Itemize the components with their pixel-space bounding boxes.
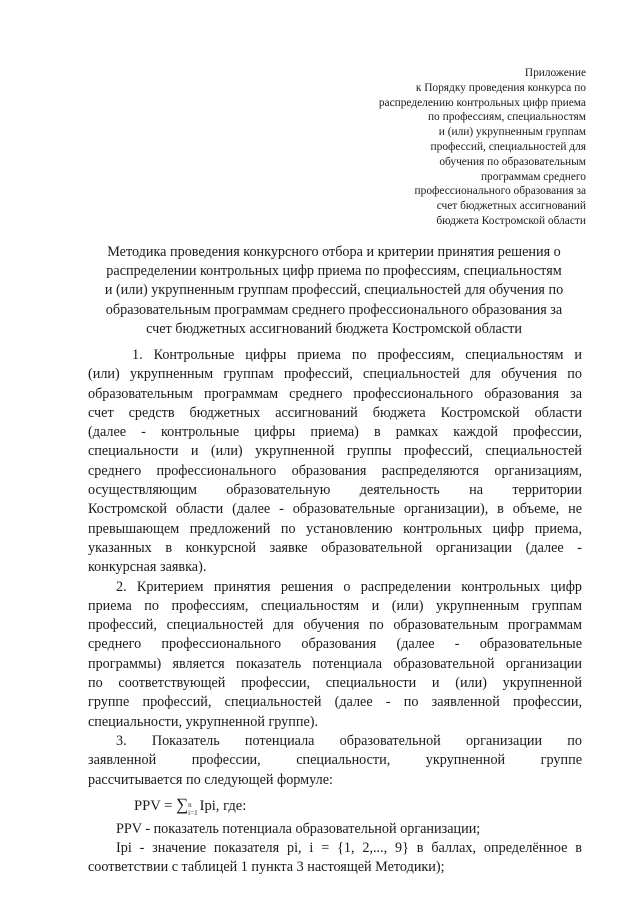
- definitions: [88, 820, 582, 878]
- appendix-line: обучения по образовательным: [439, 155, 586, 168]
- definition-line: PPV - показатель потенциала образовательной организации;: [116, 820, 481, 837]
- paragraph-line: специальности и (или) укрупненной группы профессий, специальностей: [88, 443, 582, 460]
- paragraph-line: осуществляющим образовательную деятельность на территории: [88, 482, 582, 499]
- title-line: распределении контрольных цифр приема по профессиям, специальностям: [106, 263, 562, 280]
- title-line: Методика проведения конкурсного отбора и критерии принятия решения о: [107, 244, 561, 260]
- paragraph-line: образовательным программам среднего профессионального образования за: [88, 385, 582, 402]
- appendix-line: Приложение: [524, 67, 586, 79]
- paragraph-line: среднего профессионального образования распределяются организациям,: [88, 462, 582, 479]
- formula-tail: , где:: [215, 797, 247, 814]
- appendix-line: к Порядку проведения конкурса по: [415, 81, 586, 94]
- paragraph-line: заявленной профессии, специальности, укрупненной группе: [88, 752, 582, 769]
- paragraph-line: указанных в конкурсной заявке образовательной организации (далее -: [88, 539, 582, 556]
- formula-term: Ipi: [199, 797, 216, 814]
- appendix-line: профессионального образования за: [414, 185, 586, 198]
- formula: [88, 790, 582, 820]
- appendix-line: счет бюджетных ассигнований: [436, 200, 586, 213]
- paragraph-line: превышающем предложений по установлению контрольных цифр приема,: [88, 520, 582, 537]
- title-line: и (или) укрупненным группам профессий, специальностей для обучения по: [104, 282, 564, 299]
- paragraph-line: специальности, укрупненной группе).: [88, 713, 319, 730]
- paragraph-line: (далее - контрольные цифры приема) в рамках каждой профессии,: [88, 424, 582, 441]
- paragraph-line: профессий, специальностей для обучения по образовательным программам: [88, 617, 582, 634]
- sum-lower-limit: i=1: [188, 808, 198, 817]
- paragraph-line: счет средств бюджетных ассигнований бюджета Костромской области: [88, 404, 582, 421]
- appendix-line: профессий, специальностей для: [430, 140, 586, 153]
- appendix-line: и (или) укрупненным группам: [438, 126, 586, 139]
- paragraph-line: приема по профессиям, специальностям и (или) укрупненным группам: [88, 597, 582, 614]
- sum-upper-limit: n: [188, 800, 192, 809]
- sum-limits: [188, 801, 197, 817]
- paragraph-line: 2. Критерием принятия решения о распределении контрольных цифр: [116, 578, 582, 595]
- document-title: [86, 243, 582, 339]
- paragraph-line: 1. Контрольные цифры приема по профессиям, специальностям и: [132, 347, 582, 363]
- paragraph-1: [88, 346, 582, 578]
- definition-line: Ipi - значение показателя pi, i = {1, 2,..., 9} в баллах, определённое в: [116, 840, 582, 857]
- sum-symbol: ∑: [176, 794, 189, 814]
- title-line: счет бюджетных ассигнований бюджета Костромской области: [146, 320, 522, 337]
- paragraph-3: [88, 732, 582, 790]
- paragraph-line: 3. Показатель потенциала образовательной организации по: [116, 732, 582, 749]
- appendix-header: [326, 66, 586, 229]
- paragraph-line: программы) является показатель потенциала образовательной организации: [88, 655, 582, 672]
- appendix-line: по профессиям, специальностям: [427, 111, 586, 124]
- appendix-line: распределению контрольных цифр приема: [378, 96, 586, 109]
- appendix-line: программам среднего: [480, 170, 586, 183]
- paragraph-line: конкурсная заявка).: [88, 559, 207, 576]
- paragraph-line: Костромской области (далее - образовательные организации), в объеме, не: [88, 501, 582, 518]
- paragraph-line: группе профессий, специальностей (далее - по заявленной профессии,: [88, 694, 582, 711]
- document-body: [88, 346, 582, 878]
- formula-lhs: PPV =: [134, 797, 177, 814]
- paragraph-line: (или) укрупненным группам профессий, специальностей для обучения по: [88, 366, 582, 383]
- paragraph-2: [88, 578, 582, 732]
- paragraph-line: рассчитывается по следующей формуле:: [88, 771, 333, 788]
- definition-line: соответствии с таблицей 1 пункта 3 настоящей Методики);: [88, 859, 445, 876]
- paragraph-line: по соответствующей профессии, специальности и (или) укрупненной: [88, 675, 582, 692]
- appendix-line: бюджета Костромской области: [436, 214, 586, 227]
- title-line: образовательным программам среднего профессионального образования за: [105, 301, 563, 318]
- paragraph-line: среднего профессионального образования (далее - образовательные: [88, 636, 582, 653]
